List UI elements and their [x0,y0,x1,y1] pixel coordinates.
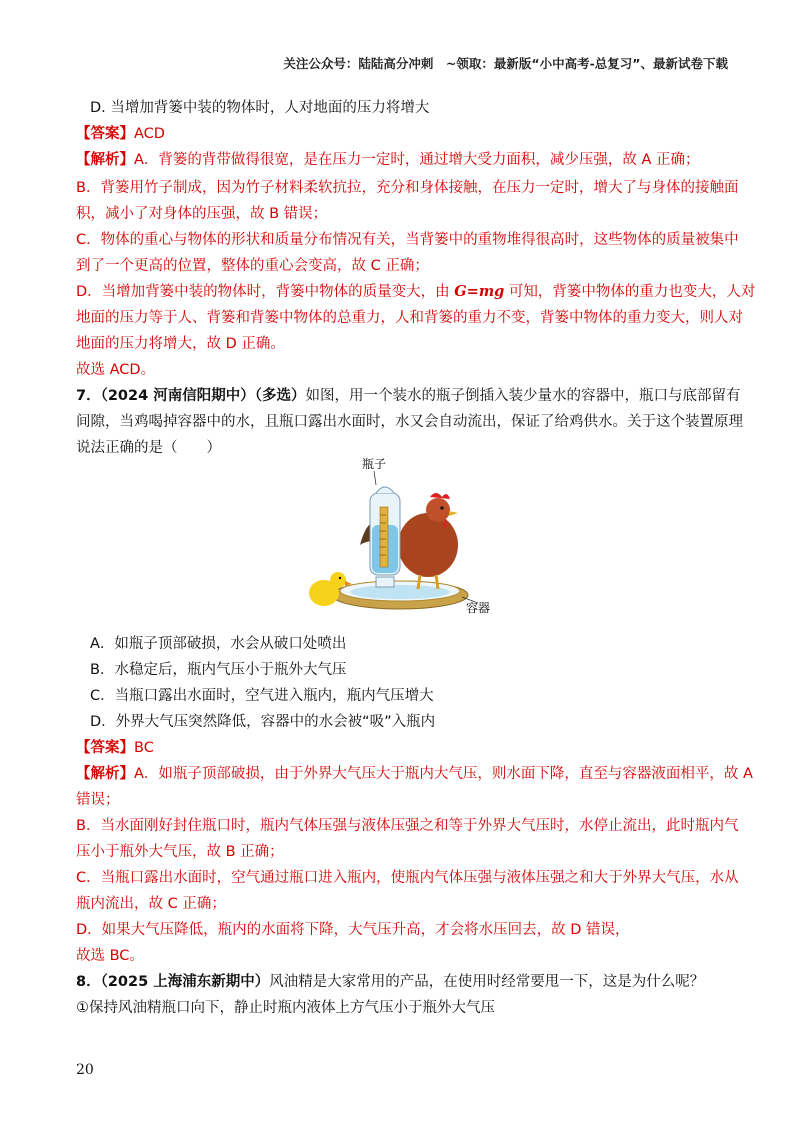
q6-analysis-d3: 地面的压力将增大，故 D 正确。 [76,336,285,352]
q6-analysis-b2: 积，减小了对身体的压强，故 B 错误； [76,206,328,222]
q6-analysis-label: 【解析】 [76,152,134,168]
q7-option-c: C．当瓶口露出水面时，空气进入瓶内，瓶内气压增大 [90,688,434,704]
q8-item-1: ①保持风油精瓶口向下，静止时瓶内液体上方气压小于瓶外大气压 [76,1000,495,1016]
label-container: 容器 [466,601,491,615]
label-bottle: 瓶子 [362,457,387,471]
q7-source: （2024 河南信阳期中）（多选） [100,388,306,404]
q7-option-b: B．水稳定后，瓶内气压小于瓶外大气压 [90,662,347,678]
chicken-waterer-figure [300,455,500,625]
bottle-scale [380,507,388,567]
q7-analysis-b1: B．当水面刚好封住瓶口时，瓶内气体压强与液体压强之和等于外界大气压时，水停止流出，此时瓶内气 [76,818,739,834]
q7-answer: 【答案】BC [76,740,154,756]
q7-analysis-a1: 【解析】A．如瓶子顶部破损，由于外界大气压大于瓶内大气压，则水面下降，直至与容器液面相平，故 A [76,766,753,782]
q8-stem: 8．（2025 上海浦东新期中）风油精是大家常用的产品，在使用时经常要甩一下，这是为什么呢？ [76,974,705,990]
q7-answer-value: BC [134,740,154,756]
q7-number: 7． [76,388,101,404]
tray-water [350,585,450,599]
rooster-head [426,498,450,522]
page-header: 关注公众号：陆陆高分冲刺 ~领取：最新版“小中高考-总复习”、最新试卷下载 [283,56,728,71]
q7-analysis-c1: C．当瓶口露出水面时，空气通过瓶口进入瓶内，使瓶内气体压强与液体压强之和大于外界大气压，水从 [76,870,739,886]
q6-option-d: D. 当增加背篓中装的物体时，人对地面的压力将增大 [90,100,430,116]
q6-analysis-c1: C．物体的重心与物体的形状和质量分布情况有关，当背篓中的重物堆得很高时，这些物体的质量被集中 [76,232,739,248]
q6-conclusion: 故选 ACD。 [76,362,156,378]
q6-analysis-b1: B．背篓用竹子制成，因为竹子材料柔软抗拉，充分和身体接触，在压力一定时，增大了与身体的接触面 [76,180,739,196]
q8-number: 8． [76,974,101,990]
q7-analysis-c2: 瓶内流出，故 C 正确； [76,896,226,912]
q6-analysis-d2: 地面的压力等于人、背篓和背篓中物体的总重力，人和背篓的重力不变，背篓中物体的重力变大，则人对 [76,310,743,326]
q7-analysis-a2: 错误； [76,792,120,808]
q6-answer-label: 【答案】 [76,126,134,142]
q7-analysis-d: D．如果大气压降低，瓶内的水面将下降，大气压升高，才会将水压回去，故 D 错误， [76,922,630,938]
q8-source: （2025 上海浦东新期中） [100,974,270,990]
q6-answer-value: ACD [134,126,165,142]
formula-g-mg: G=mg [454,283,505,300]
q7-conclusion: 故选 BC。 [76,948,144,964]
q6-analysis-a: 【解析】A．背篓的背带做得很宽，是在压力一定时，通过增大受力面积，减少压强，故 A 正确； [76,152,700,168]
q7-option-a: A．如瓶子顶部破损，水会从破口处喷出 [90,636,347,652]
q7-stem-3: 说法正确的是（ ） [76,440,221,456]
q7-stem-1: 7．（2024 河南信阳期中）（多选）如图，用一个装水的瓶子倒插入装少量水的容器中，瓶口与底部留有 [76,388,741,404]
page-number: 20 [76,1062,94,1078]
q7-stem-2: 间隙，当鸡喝掉容器中的水，且瓶口露出水面时，水又会自动流出，保证了给鸡供水。关于这个装置原理 [76,414,743,430]
rooster-body [398,513,458,577]
q6-answer [76,124,165,144]
q7-option-d: D．外界大气压突然降低，容器中的水会被“吸”入瓶内 [90,714,436,730]
q6-analysis-d1: D．当增加背篓中装的物体时，背篓中物体的质量变大，由 G=mg 可知，背篓中物体的重力也变大，人对 [76,283,756,300]
q6-analysis-c2: 到了一个更高的位置，整体的重心会变高，故 C 正确； [76,258,429,274]
q7-analysis-b2: 压小于瓶外大气压，故 B 正确； [76,844,284,860]
